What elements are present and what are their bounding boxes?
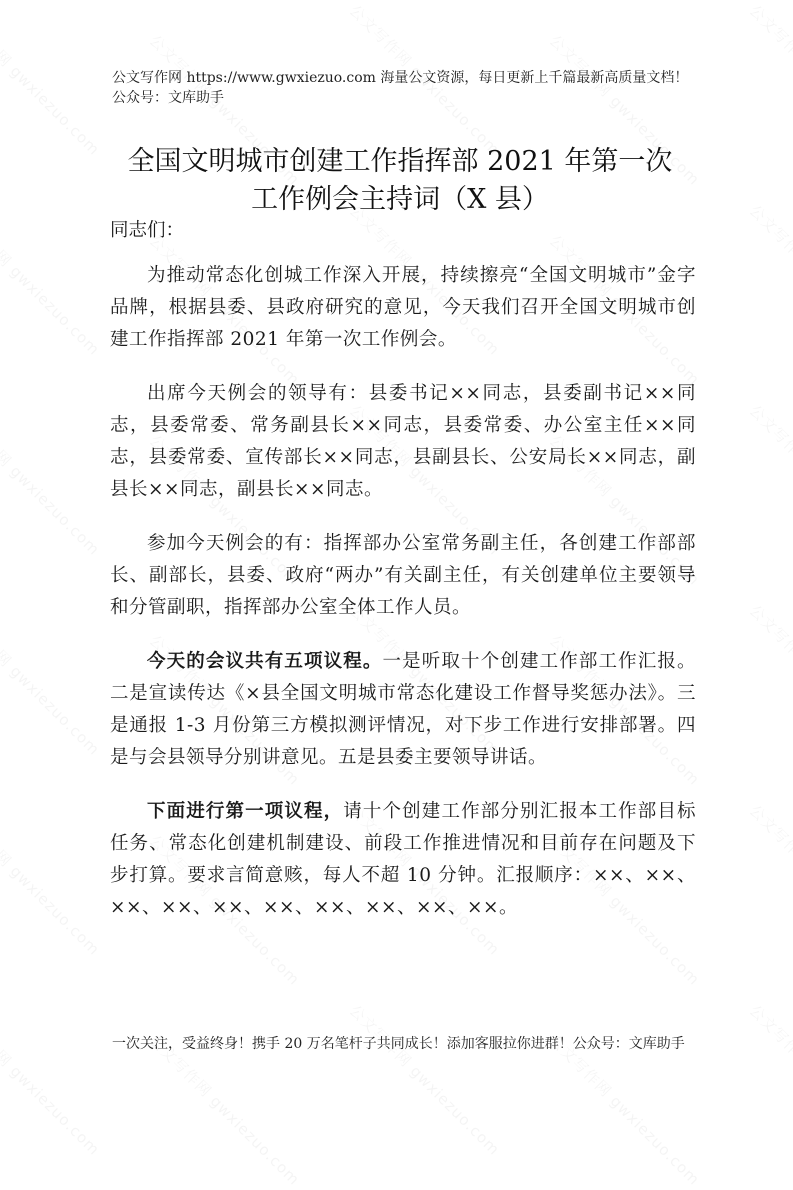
document-title bbox=[95, 143, 705, 219]
paragraph-intro: 为推动常态化创城工作深入开展，持续擦亮“全国文明城市”金字品牌，根据县委、县政府研究的意见，今天我们召开全国文明城市创建工作指挥部 2021 年第一次工作例会。 bbox=[110, 265, 696, 350]
watermark-text bbox=[345, 1000, 505, 1160]
watermark-text bbox=[745, 400, 793, 560]
watermark-text bbox=[0, 600, 105, 760]
watermark-text bbox=[745, 1000, 793, 1160]
paragraph-attending-leaders: 出席今天例会的领导有：县委书记××同志，县委副书记××同志，县委常委、常务副县长××同志，县委常委、办公室主任××同志，县委常委、宣传部长××同志，县副县长、公安局长××同志，副县长××同志，副县长××同志。 bbox=[110, 383, 696, 500]
watermark-text bbox=[745, 200, 793, 360]
title-line-2: 工作例会主持词（X 县） bbox=[251, 184, 549, 215]
watermark-text bbox=[745, 800, 793, 960]
watermark-text bbox=[0, 800, 105, 960]
watermark-text bbox=[0, 0, 105, 160]
first-item-lead: 下面进行第一项议程， bbox=[147, 801, 344, 822]
paragraph-first-item: 下面进行第一项议程，请十个创建工作部分别汇报本工作部目标任务、常态化创建机制建设、前段工作推进情况和目前存在问题及下步打算。要求言简意赅，每人不超 10 分钟。汇报顺序：××、××、××、××、××、××、××、××、××、××。 bbox=[110, 801, 696, 918]
paragraph-participants: 参加今天例会的有：指挥部办公室常务副主任，各创建工作部部长、副部长，县委、政府“两办”有关副主任，有关创建单位主要领导和分管副职，指挥部办公室全体工作人员。 bbox=[110, 533, 696, 618]
watermark-text bbox=[0, 1000, 105, 1160]
watermark-text bbox=[0, 400, 105, 560]
title-line-1: 全国文明城市创建工作指挥部 2021 年第一次 bbox=[127, 146, 673, 177]
watermark-text bbox=[745, 0, 793, 160]
watermark-text bbox=[0, 200, 105, 360]
paragraph-agenda: 今天的会议共有五项议程。一是听取十个创建工作部工作汇报。二是宣读传达《×县全国文明城市常态化建设工作督导奖惩办法》。三是通报 1-3 月份第三方模拟测评情况，对下步工作进行安排部署。四是与会县领导分别讲意见。五是县委主要领导讲话。 bbox=[110, 651, 696, 768]
footer-note: 一次关注，受益终身！携手 20 万名笔杆子共同成长！添加客服拉你进群！公众号：文库助手 bbox=[112, 1036, 685, 1052]
header-note: 公文写作网 https://www.gwxiezuo.com 海量公文资源，每日更新上千篇最新高质量文档！ 公众号：文库助手 bbox=[112, 70, 689, 106]
salutation: 同志们： bbox=[110, 220, 185, 241]
watermark-text bbox=[745, 600, 793, 760]
agenda-lead: 今天的会议共有五项议程。 bbox=[147, 651, 383, 672]
document-body bbox=[110, 216, 696, 946]
